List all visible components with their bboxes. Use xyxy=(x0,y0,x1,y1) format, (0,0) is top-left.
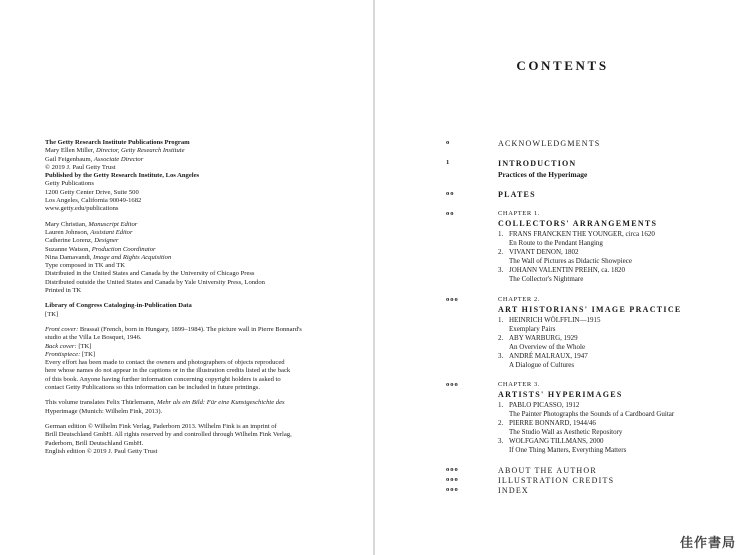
toc-chapter-1[interactable]: COLLECTORS' ARRANGEMENTS xyxy=(498,219,658,228)
credit-line: Catherine Lorenz, Designer xyxy=(45,237,119,245)
colophon-line: Type composed in TK and TK xyxy=(45,262,126,270)
toc-plates[interactable]: PLATES xyxy=(498,190,536,199)
toc-item-subtitle: En Route to the Pendant Hanging xyxy=(509,239,603,247)
toc-item[interactable]: 1. FRANS FRANCKEN THE YOUNGER, circa 1620 xyxy=(498,230,655,238)
toc-item-subtitle: If One Thing Matters, Everything Matters xyxy=(509,446,627,454)
watermark-logo: 佳作書局 xyxy=(680,536,737,551)
toc-chapter-2[interactable]: ART HISTORIANS' IMAGE PRACTICE xyxy=(498,305,682,314)
toc-item-subtitle: An Overview of the Whole xyxy=(509,343,586,351)
edition-note: English edition © 2019 J. Paul Getty Trust xyxy=(45,447,158,455)
edition-note: German edition © Wilhelm Fink Verlag, Paderborn 2013. Wilhelm Fink is an imprint of xyxy=(45,422,277,430)
published-by: Published by the Getty Research Institute, Los Angeles xyxy=(45,172,200,180)
credit-line: Nina Damavandi, Image and Rights Acquisition xyxy=(45,253,172,261)
credit-line: Mary Christian, Manuscript Editor xyxy=(45,220,138,228)
page-number: ooo xyxy=(446,486,459,493)
page-number: ooo xyxy=(446,381,459,388)
toc-item[interactable]: 1. PABLO PICASSO, 1912 xyxy=(498,401,580,409)
contents-title: CONTENTS xyxy=(516,58,609,73)
toc-item-subtitle: A Dialogue of Cultures xyxy=(509,361,575,369)
edition-note: Brill Deutschland GmbH. All rights reserved by and controlled through Wilhelm Fink Verlag, xyxy=(45,431,292,439)
toc-item[interactable]: 3. JOHANN VALENTIN PREHN, ca. 1820 xyxy=(498,266,626,274)
colophon-line: Gail Feigenbaum, Associate Director xyxy=(45,155,144,163)
toc-acknowledgments[interactable]: ACKNOWLEDGMENTS xyxy=(498,139,601,148)
rights-notice: Every effort has been made to contact the owners and photographers of objects reproduced xyxy=(45,359,285,367)
toc-item[interactable]: 3. WOLFGANG TILLMANS, 2000 xyxy=(498,437,604,445)
translation-note: This volume translates Felix Thürlemann, Mehr als ein Bild: Für eine Kunstgeschichte des xyxy=(45,399,285,407)
back-cover-credit: Back cover: [TK] xyxy=(45,342,92,350)
toc-item-subtitle: The Studio Wall as Aesthetic Repository xyxy=(509,428,623,436)
cover-credit: Front cover: Brassaï (French, born in Hungary, 1899–1984). The picture wall in Pierre Bonnard's xyxy=(45,325,302,333)
toc-item[interactable]: 2. PIERRE BONNARD, 1944/46 xyxy=(498,419,596,427)
toc-item-subtitle: The Wall of Pictures as Didactic Showpiece xyxy=(509,257,632,265)
cip-data: [TK] xyxy=(45,310,59,318)
page-number: 1 xyxy=(446,159,451,166)
frontispiece-credit: Frontispiece: [TK] xyxy=(45,350,96,358)
publisher-program: The Getty Research Institute Publications Program xyxy=(45,139,190,146)
distribution-line: Distributed outside the United States and Canada by Yale University Press, London xyxy=(45,278,265,286)
page-number: ooo xyxy=(446,296,459,303)
colophon-line: Getty Publications xyxy=(45,180,94,188)
colophon-line: Mary Ellen Miller, Director, Getty Research Institute xyxy=(45,147,185,155)
toc-index[interactable]: INDEX xyxy=(498,486,529,495)
distribution-line: Distributed in the United States and Canada by the University of Chicago Press xyxy=(45,270,255,278)
rights-notice: contact Getty Publications so this information can be included in future printings. xyxy=(45,384,260,392)
toc-item-subtitle: Exemplary Pairs xyxy=(509,325,556,333)
toc-introduction[interactable]: INTRODUCTION xyxy=(498,159,577,168)
copyright-line: © 2019 J. Paul Getty Trust xyxy=(45,163,116,171)
toc-item[interactable]: 3. ANDRÉ MALRAUX, 1947 xyxy=(498,352,588,360)
page-number: oo xyxy=(446,190,455,197)
page-number: ooo xyxy=(446,466,459,473)
colophon xyxy=(45,139,335,456)
toc-item[interactable]: 1. HEINRICH WÖLFFLIN—1915 xyxy=(498,316,601,324)
chapter-1-label: CHAPTER 1. xyxy=(498,210,541,217)
toc-about-author[interactable]: ABOUT THE AUTHOR xyxy=(498,466,597,475)
toc-introduction-subtitle: Practices of the Hyperimage xyxy=(498,170,588,179)
page-number: oo xyxy=(446,210,455,217)
toc-item[interactable]: 2. VIVANT DENON, 1802 xyxy=(498,248,579,256)
credit-line: Suzanne Watson, Production Coordinator xyxy=(45,245,156,253)
cover-credit: studio at the Villa Le Bosquet, 1946. xyxy=(45,334,142,342)
toc-item-subtitle: The Painter Photographs the Sounds of a Cardboard Guitar xyxy=(509,410,675,418)
chapter-2-label: CHAPTER 2. xyxy=(498,296,541,303)
translation-note: Hyperimage (Munich: Wilhelm Fink, 2013). xyxy=(45,407,163,415)
toc-item[interactable]: 2. ABY WARBURG, 1929 xyxy=(498,334,578,342)
address-line: 1200 Getty Center Drive, Suite 500 xyxy=(45,188,139,196)
credit-line: Lauren Johnson, Assistant Editor xyxy=(45,228,133,236)
page-number: ooo xyxy=(446,476,459,483)
toc-chapter-3[interactable]: ARTISTS' HYPERIMAGES xyxy=(498,390,623,399)
toc-item-subtitle: The Collector's Nightmare xyxy=(509,275,584,283)
rights-notice: here whose names do not appear in the captions or in the illustration credits listed at the back xyxy=(45,367,291,375)
address-line: Los Angeles, California 90049-1682 xyxy=(45,197,142,205)
page-number: o xyxy=(446,139,451,146)
chapter-3-label: CHAPTER 3. xyxy=(498,381,541,388)
rights-notice: of this book. Anyone having further information concerning copyright holders is asked to xyxy=(45,375,281,383)
cip-heading: Library of Congress Cataloging-in-Publication Data xyxy=(45,302,192,310)
colophon-line: Printed in TK xyxy=(45,287,82,295)
toc-illustration-credits[interactable]: ILLUSTRATION CREDITS xyxy=(498,476,615,485)
website: www.getty.edu/publications xyxy=(45,205,119,213)
edition-note: Paderborn, Brill Deutschland GmbH. xyxy=(45,439,144,447)
